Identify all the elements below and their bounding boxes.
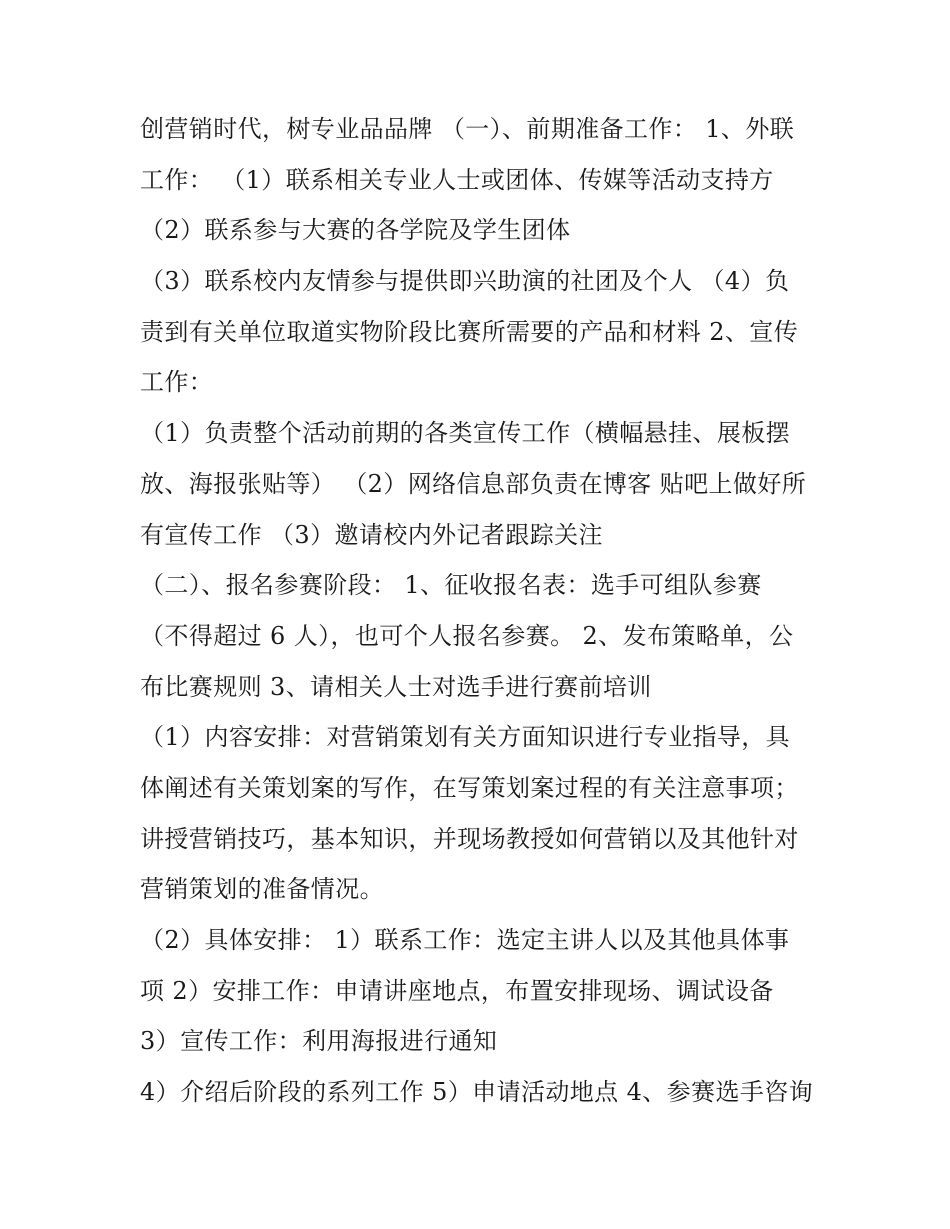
text-line: 布比赛规则 3、请相关人士对选手进行赛前培训	[140, 672, 652, 701]
text-line: 责到有关单位取道实物阶段比赛所需要的产品和材料 2、宣传	[140, 317, 799, 346]
text-line: （2）联系参与大赛的各学院及学生团体	[140, 216, 571, 245]
text-line: 3）宣传工作：利用海报进行通知	[140, 1027, 498, 1056]
text-line: （1）内容安排：对营销策划有关方面知识进行专业指导，具	[140, 723, 791, 752]
text-line: （不得超过 6 人），也可个人报名参赛。 2、发布策略单，公	[140, 621, 794, 650]
text-line: 项 2）安排工作：申请讲座地点，布置安排现场、调试设备	[140, 976, 774, 1005]
text-line: 放、海报张贴等） （2）网络信息部负责在博客 贴吧上做好所	[140, 469, 807, 498]
text-line: （2）具体安排： 1）联系工作：选定主讲人以及其他具体事	[140, 926, 790, 954]
text-line: 体阐述有关策划案的写作，在写策划案过程的有关注意事项；	[140, 773, 799, 802]
text-line: 讲授营销技巧，基本知识，并现场教授如何营销以及其他针对	[140, 824, 799, 853]
text-line: （二）、报名参赛阶段： 1、征收报名表：选手可组队参赛	[140, 571, 762, 600]
text-line: 营销策划的准备情况。	[140, 875, 384, 904]
text-line: 有宣传工作 （3）邀请校内外记者跟踪关注	[140, 520, 603, 549]
text-line: （1）负责整个活动前期的各类宣传工作（横幅悬挂、展板摆	[140, 419, 791, 448]
text-line: 创营销时代，树专业品品牌 （一）、前期准备工作： 1、外联	[140, 115, 795, 143]
text-line: （3）联系校内友情参与提供即兴助演的社团及个人 （4）负	[140, 267, 790, 296]
text-line: 4）介绍后阶段的系列工作 5）申请活动地点 4、参赛选手咨询	[140, 1078, 814, 1107]
document-body	[140, 104, 830, 1118]
text-line: 工作：	[140, 368, 214, 397]
text-line: 工作： （1）联系相关专业人士或团体、传媒等活动支持方	[140, 165, 774, 194]
